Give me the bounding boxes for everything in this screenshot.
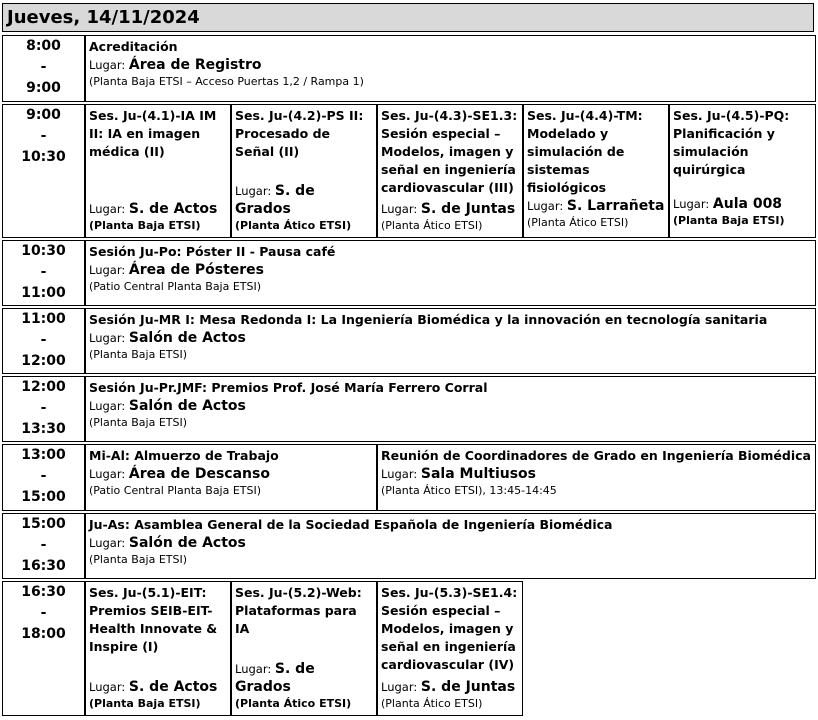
session-cell — [85, 240, 816, 306]
time-separator: - — [40, 264, 47, 280]
end-time: 12:00 — [21, 353, 66, 369]
session-location — [381, 465, 812, 483]
session-location — [89, 261, 812, 279]
location-detail: (Planta Baja ETSI) — [89, 348, 188, 361]
location-label: Lugar: — [89, 399, 126, 413]
session-title: Reunión de Coordinadores de Grado en Ingeniería Biomédica — [381, 448, 811, 463]
day-header: Jueves, 14/11/2024 — [2, 3, 814, 32]
end-time: 10:30 — [21, 149, 66, 165]
location-name: S. de Actos — [128, 201, 218, 217]
session-location — [89, 534, 812, 552]
location-label: Lugar: — [235, 184, 272, 198]
session-title: Acreditación — [89, 39, 178, 54]
session-location — [673, 195, 812, 213]
location-label: Lugar: — [381, 202, 418, 216]
schedule-row — [2, 513, 816, 579]
session-title: Sesión Ju-MR I: Mesa Redonda I: La Ingeniería Biomédica y la innovación en tecnología sanitaria — [89, 312, 768, 327]
schedule-row — [2, 104, 816, 238]
location-label: Lugar: — [527, 199, 564, 213]
time-separator: - — [40, 332, 47, 348]
time-slot — [2, 444, 85, 511]
session-title: Ses. Ju-(4.5)-PQ: Planificación y simulación quirúrgica — [673, 108, 790, 177]
session-title: Ses. Ju-(5.3)-SE1.4: Sesión especial – Modelos, imagen y señal en ingeniería cardiovascular (IV) — [381, 585, 518, 672]
schedule-row — [2, 376, 816, 442]
schedule-row — [2, 35, 816, 102]
session-cell — [377, 581, 523, 716]
session-cell — [231, 581, 377, 716]
session-cell — [85, 104, 231, 238]
session-title: Sesión Ju-Pr.JMF: Premios Prof. José María Ferrero Corral — [89, 380, 488, 395]
start-time: 16:30 — [21, 584, 66, 600]
session-cell — [85, 308, 816, 374]
location-name: Área de Registro — [128, 57, 262, 73]
time-separator: - — [40, 537, 47, 553]
session-title: Ses. Ju-(5.2)-Web: Plataformas para IA — [235, 585, 362, 636]
location-detail: (Planta Ático ETSI), 13:45-14:45 — [381, 484, 557, 497]
location-detail: (Patio Central Planta Baja ETSI) — [89, 280, 262, 293]
session-location — [89, 465, 373, 483]
location-detail: (Planta Baja ETSI – Acceso Puertas 1,2 / Rampa 1) — [89, 75, 364, 88]
location-detail: (Planta Ático ETSI) — [381, 219, 483, 232]
session-title: Ses. Ju-(4.2)-PS II: Procesado de Señal (II) — [235, 108, 364, 159]
start-time: 13:00 — [21, 447, 66, 463]
location-detail: (Planta Baja ETSI) — [89, 416, 188, 429]
location-name: Salón de Actos — [128, 330, 246, 346]
location-detail: (Planta Baja ETSI) — [673, 214, 785, 227]
location-label: Lugar: — [89, 680, 126, 694]
location-detail: (Planta Ático ETSI) — [527, 216, 629, 229]
location-label: Lugar: — [381, 467, 418, 481]
start-time: 9:00 — [26, 107, 61, 123]
schedule-row — [2, 240, 816, 306]
session-cell — [377, 444, 816, 511]
session-location — [89, 678, 228, 696]
location-detail: (Planta Baja ETSI) — [89, 219, 201, 232]
session-location — [89, 397, 812, 415]
session-title: Mi-Al: Almuerzo de Trabajo — [89, 448, 279, 463]
session-location — [381, 678, 520, 696]
time-slot — [2, 581, 85, 716]
session-cell — [85, 581, 231, 716]
location-name: S. de Grados — [235, 183, 315, 217]
time-separator: - — [40, 128, 47, 144]
time-separator: - — [40, 468, 47, 484]
session-title: Sesión Ju-Po: Póster II - Pausa café — [89, 244, 336, 259]
end-time: 9:00 — [26, 80, 61, 96]
session-cell — [85, 35, 816, 102]
start-time: 8:00 — [26, 38, 61, 54]
time-separator: - — [40, 400, 47, 416]
session-cell — [85, 513, 816, 579]
session-location — [527, 197, 665, 215]
session-cell — [523, 104, 669, 238]
location-name: Salón de Actos — [128, 535, 246, 551]
session-cell — [231, 104, 377, 238]
session-location — [381, 200, 520, 218]
schedule-row — [2, 308, 816, 374]
time-separator: - — [40, 59, 47, 75]
location-name: S. de Actos — [128, 679, 218, 695]
time-slot — [2, 104, 85, 238]
location-label: Lugar: — [381, 680, 418, 694]
session-cell — [669, 104, 816, 238]
location-label: Lugar: — [89, 467, 126, 481]
time-slot — [2, 35, 85, 102]
location-detail: (Planta Baja ETSI) — [89, 697, 201, 710]
end-time: 18:00 — [21, 626, 66, 642]
session-title: Ses. Ju-(5.1)-EIT: Premios SEIB-EIT-Health Innovate & Inspire (I) — [89, 585, 218, 654]
session-location — [89, 329, 812, 347]
location-label: Lugar: — [89, 331, 126, 345]
session-location — [235, 660, 374, 696]
location-label: Lugar: — [89, 58, 126, 72]
location-detail: (Planta Ático ETSI) — [235, 219, 352, 232]
session-location — [235, 182, 374, 218]
end-time: 13:30 — [21, 421, 66, 437]
schedule-row — [2, 444, 816, 511]
time-slot — [2, 376, 85, 442]
location-name: S. Larrañeta — [566, 198, 665, 214]
session-title: Ses. Ju-(4.1)-IA IM II: IA en imagen médica (II) — [89, 108, 217, 159]
session-cell — [85, 444, 377, 511]
location-detail: (Patio Central Planta Baja ETSI) — [89, 484, 262, 497]
location-label: Lugar: — [235, 662, 272, 676]
location-name: S. de Juntas — [420, 201, 516, 217]
location-label: Lugar: — [89, 263, 126, 277]
location-name: S. de Juntas — [420, 679, 516, 695]
start-time: 12:00 — [21, 379, 66, 395]
session-cell — [85, 376, 816, 442]
time-slot — [2, 308, 85, 374]
time-slot — [2, 240, 85, 306]
location-detail: (Planta Baja ETSI) — [89, 553, 188, 566]
location-detail: (Planta Ático ETSI) — [381, 697, 483, 710]
location-detail: (Planta Ático ETSI) — [235, 697, 352, 710]
session-location — [89, 56, 812, 74]
session-title: Ju-As: Asamblea General de la Sociedad Española de Ingeniería Biomédica — [89, 517, 613, 532]
session-title: Ses. Ju-(4.4)-TM: Modelado y simulación de sistemas fisiológicos — [527, 108, 643, 195]
start-time: 11:00 — [21, 311, 66, 327]
end-time: 15:00 — [21, 489, 66, 505]
session-title: Ses. Ju-(4.3)-SE1.3: Sesión especial – Modelos, imagen y señal en ingeniería cardiovascular (III) — [381, 108, 518, 195]
start-time: 15:00 — [21, 516, 66, 532]
location-name: S. de Grados — [235, 661, 315, 695]
time-slot — [2, 513, 85, 579]
schedule-row — [2, 581, 816, 716]
location-label: Lugar: — [673, 197, 710, 211]
location-name: Aula 008 — [712, 196, 783, 212]
session-location — [89, 200, 228, 218]
end-time: 16:30 — [21, 558, 66, 574]
start-time: 10:30 — [21, 243, 66, 259]
location-label: Lugar: — [89, 536, 126, 550]
location-name: Sala Multiusos — [420, 466, 536, 482]
time-separator: - — [40, 605, 47, 621]
location-name: Salón de Actos — [128, 398, 246, 414]
session-cell — [377, 104, 523, 238]
location-name: Área de Pósteres — [128, 262, 264, 278]
location-label: Lugar: — [89, 202, 126, 216]
location-name: Área de Descanso — [128, 466, 270, 482]
end-time: 11:00 — [21, 285, 66, 301]
